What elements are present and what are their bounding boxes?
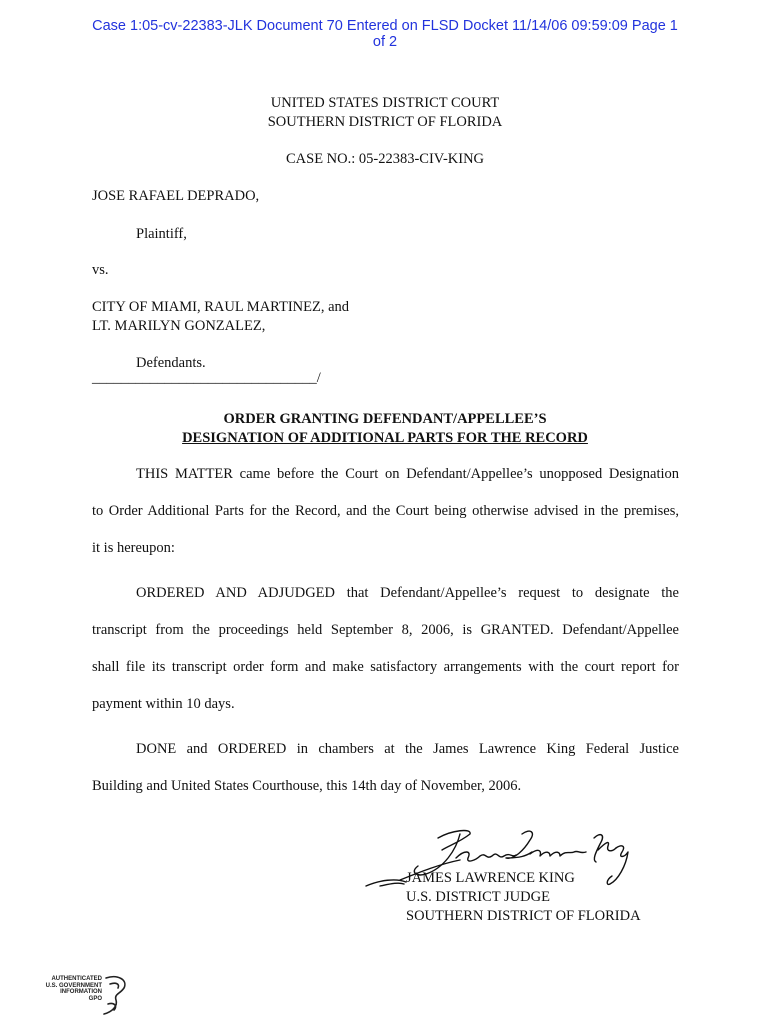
plaintiff-role: Plaintiff, bbox=[136, 226, 187, 242]
docket-header-line2: of 2 bbox=[372, 34, 398, 50]
defendants-line2: LT. MARILYN GONZALEZ, bbox=[92, 318, 266, 334]
seal-line1: AUTHENTICATED bbox=[51, 976, 102, 982]
paragraph-2-line2: transcript from the proceedings held September 8, 2006, is GRANTED. Defendant/Appellee bbox=[92, 622, 679, 638]
defendants-line1: CITY OF MIAMI, RAUL MARTINEZ, and bbox=[92, 299, 350, 315]
paragraph-2-line1: ORDERED AND ADJUDGED that Defendant/Appellee’s request to designate the bbox=[136, 585, 679, 601]
defendants-role: Defendants. bbox=[136, 355, 206, 371]
case-number: CASE NO.: 05-22383-CIV-KING bbox=[285, 151, 485, 167]
docket-header bbox=[0, 18, 770, 50]
seal-line2: U.S. GOVERNMENT bbox=[45, 982, 102, 989]
paragraph-3-line2: Building and United States Courthouse, this 14th day of November, 2006. bbox=[92, 778, 522, 794]
paragraph-1-line1: THIS MATTER came before the Court on Defendant/Appellee’s unopposed Designation bbox=[136, 466, 679, 482]
paragraph-1-line3: it is hereupon: bbox=[92, 540, 175, 556]
judge-name: JAMES LAWRENCE KING bbox=[406, 870, 575, 886]
gpo-authentication-seal bbox=[44, 972, 134, 1021]
caption-rule: _______________________________/ bbox=[92, 370, 321, 386]
seal-line3: INFORMATION bbox=[60, 989, 102, 995]
judge-district: SOUTHERN DISTRICT OF FLORIDA bbox=[406, 908, 641, 924]
judge-signature bbox=[360, 820, 640, 900]
court-name: UNITED STATES DISTRICT COURT bbox=[270, 95, 500, 111]
court-district: SOUTHERN DISTRICT OF FLORIDA bbox=[267, 114, 503, 130]
docket-header-line1: Case 1:05-cv-22383-JLK Document 70 Entered on FLSD Docket 11/14/06 09:59:09 Page 1 bbox=[92, 18, 678, 34]
order-title-line2: DESIGNATION OF ADDITIONAL PARTS FOR THE RECORD bbox=[182, 430, 588, 446]
judge-title: U.S. DISTRICT JUDGE bbox=[406, 889, 550, 905]
order-title-line1: ORDER GRANTING DEFENDANT/APPELLEE’S bbox=[223, 411, 547, 427]
paragraph-2-line4: payment within 10 days. bbox=[92, 696, 235, 712]
paragraph-1-line2: to Order Additional Parts for the Record, and the Court being otherwise advised in the premises, bbox=[92, 503, 679, 519]
seal-line4: GPO bbox=[88, 995, 102, 1002]
plaintiff-name: JOSE RAFAEL DEPRADO, bbox=[92, 188, 260, 204]
paragraph-2-line3: shall file its transcript order form and make satisfactory arrangements with the court report for bbox=[92, 659, 679, 675]
paragraph-3-line1: DONE and ORDERED in chambers at the James Lawrence King Federal Justice bbox=[136, 741, 679, 757]
versus: vs. bbox=[92, 262, 109, 278]
